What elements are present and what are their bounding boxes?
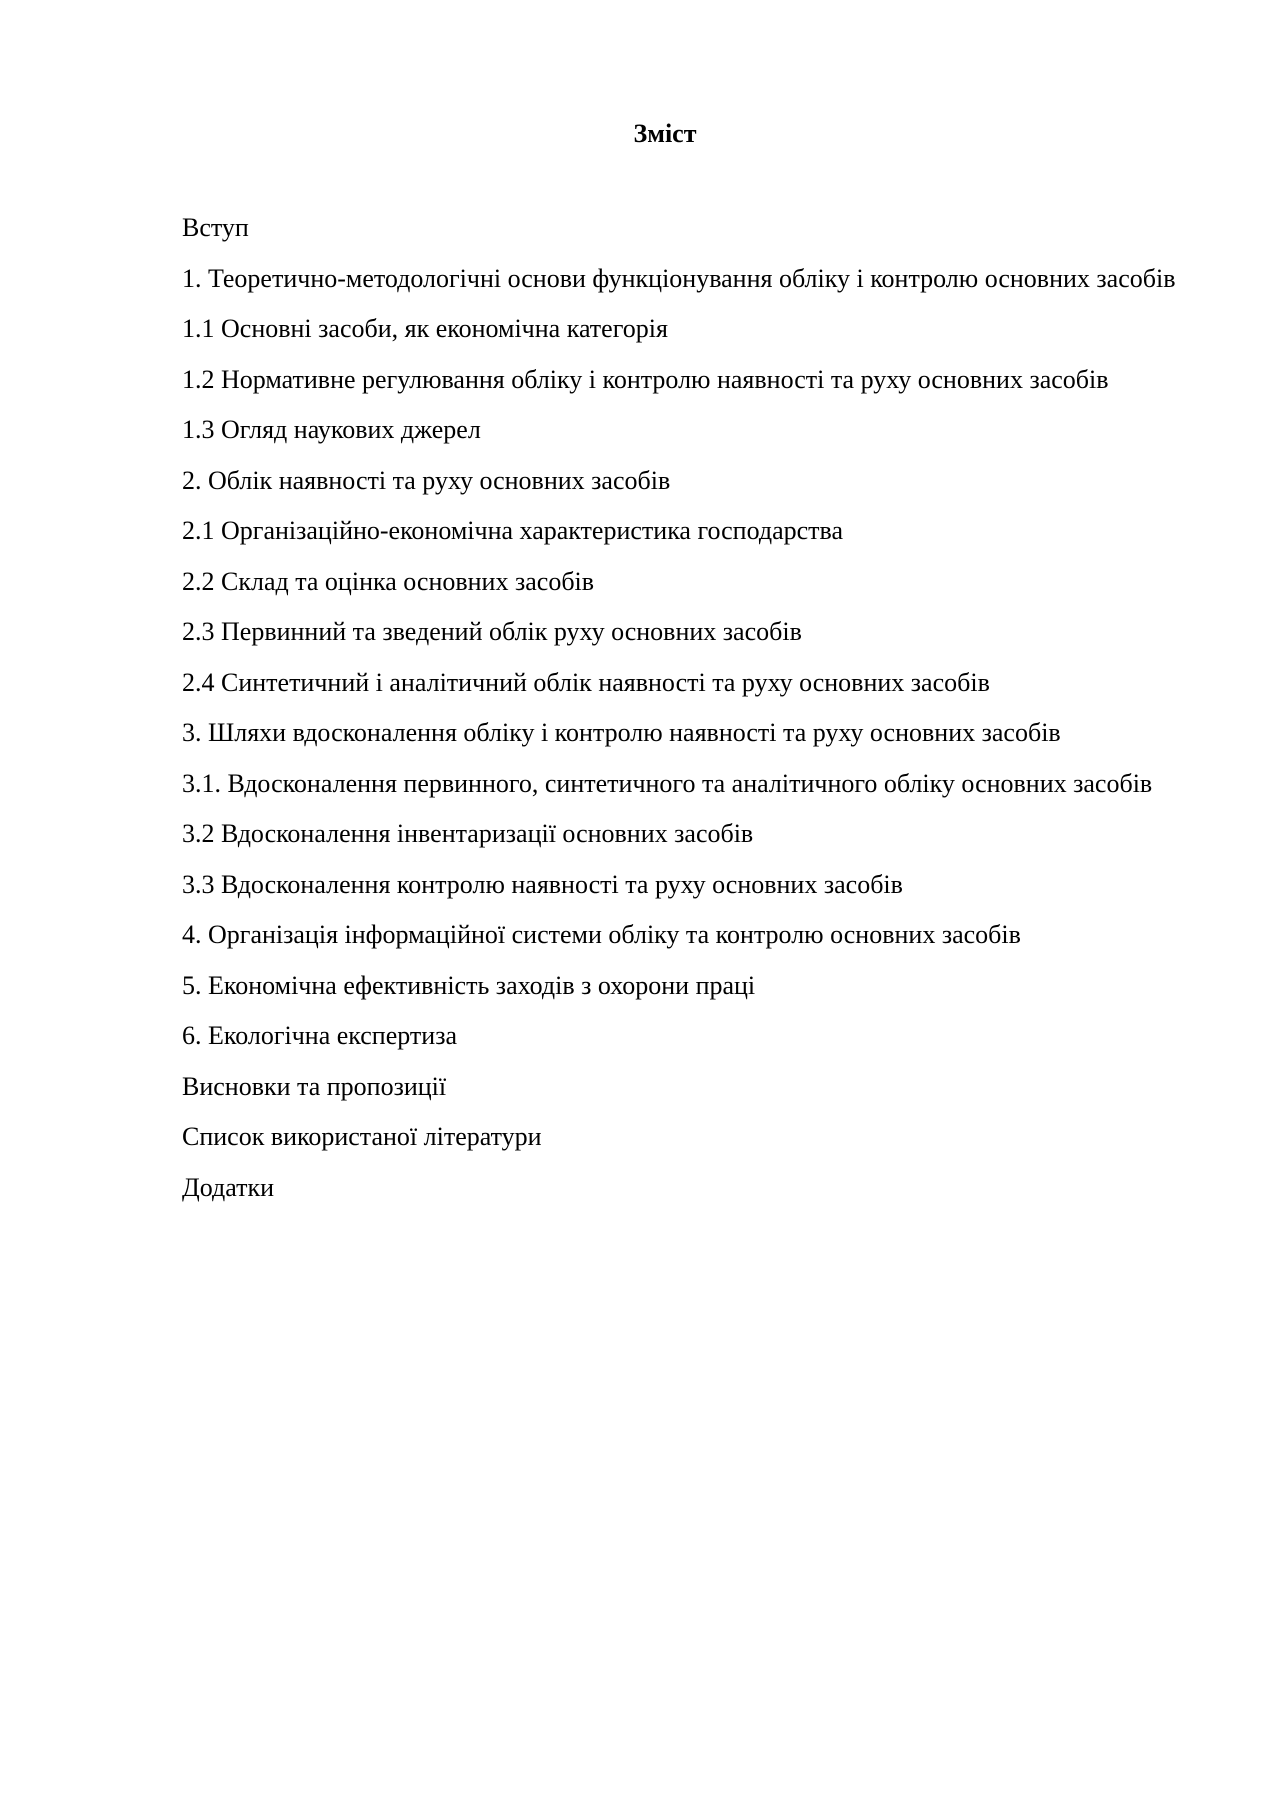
toc-entry-appendices: Додатки: [182, 1172, 274, 1202]
toc-entry-2-4: 2.4 Синтетичний і аналітичний облік наявності та руху основних засобів: [182, 667, 990, 697]
toc-entry-1-2: 1.2 Нормативне регулювання обліку і контролю наявності та руху основних засобів: [182, 364, 1109, 394]
toc-entry-references: Список використаної літератури: [182, 1122, 542, 1151]
toc-entry-1: 1. Теоретично-методологічні основи функціонування обліку і контролю основних засобів: [182, 263, 1176, 293]
toc-entry-conclusions: Висновки та пропозиції: [182, 1071, 447, 1101]
toc-entry-2-1: 2.1 Організаційно-економічна характеристика господарства: [182, 516, 843, 545]
page-title: Зміст: [633, 119, 697, 148]
toc-entry-1-1: 1.1 Основні засоби, як економічна категорія: [182, 314, 668, 343]
toc-entry-intro: Вступ: [182, 213, 249, 242]
table-of-contents: [182, 203, 1192, 1213]
toc-entry-1-3: 1.3 Огляд наукових джерел: [182, 415, 481, 444]
toc-entry-3-3: 3.3 Вдосконалення контролю наявності та руху основних засобів: [182, 869, 903, 899]
toc-entry-4: 4. Організація інформаційної системи обліку та контролю основних засобів: [182, 920, 1021, 949]
toc-entry-3-1: 3.1. Вдосконалення первинного, синтетичного та аналітичного обліку основних засобів: [182, 768, 1153, 798]
toc-entry-6: 6. Екологічна експертиза: [182, 1021, 458, 1050]
toc-entry-5: 5. Економічна ефективність заходів з охорони праці: [182, 970, 756, 1000]
toc-entry-2-3: 2.3 Первинний та зведений облік руху основних засобів: [182, 617, 802, 646]
toc-entry-2-2: 2.2 Склад та оцінка основних засобів: [182, 566, 595, 596]
toc-entry-2: 2. Облік наявності та руху основних засобів: [182, 465, 671, 495]
toc-entry-3: 3. Шляхи вдосконалення обліку і контролю наявності та руху основних засобів: [182, 718, 1061, 747]
toc-entry-3-2: 3.2 Вдосконалення інвентаризації основних засобів: [182, 819, 754, 848]
